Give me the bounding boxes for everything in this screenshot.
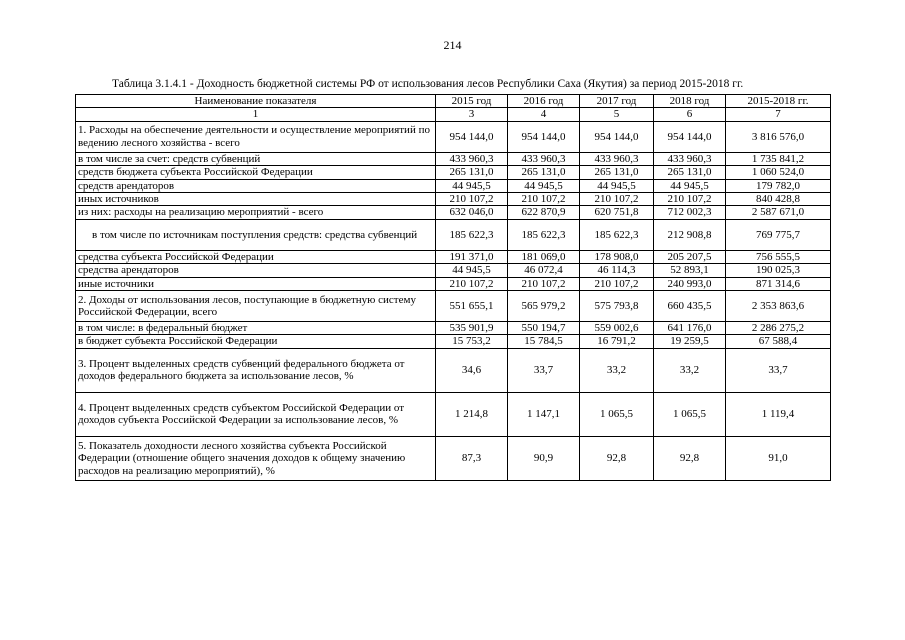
cell-total: 33,7: [726, 348, 831, 392]
cell-2018: 205 207,5: [654, 250, 726, 263]
cell-2018: 92,8: [654, 436, 726, 480]
cell-2017: 954 144,0: [580, 121, 654, 152]
cell-2018: 954 144,0: [654, 121, 726, 152]
row-label: средств бюджета субъекта Российской Федерации: [76, 166, 436, 179]
row-label: 5. Показатель доходности лесного хозяйства субъекта Российской Федерации (отношение общего значения доходов к общему значению расходов на реализацию мероприятий), %: [76, 436, 436, 480]
cell-2018: 712 002,3: [654, 206, 726, 219]
header-cell-total: 2015-2018 гг.: [726, 95, 831, 108]
cell-2017: 185 622,3: [580, 219, 654, 250]
row-label: иных источников: [76, 193, 436, 206]
row-label: иные источники: [76, 277, 436, 290]
column-number-row: [76, 108, 831, 121]
cell-2015: 433 960,3: [436, 152, 508, 165]
cell-2018: 240 993,0: [654, 277, 726, 290]
cell-2018: 265 131,0: [654, 166, 726, 179]
cell-2016: 1 147,1: [508, 392, 580, 436]
cell-total: 190 025,3: [726, 264, 831, 277]
cell-2017: 46 114,3: [580, 264, 654, 277]
row-label: 2. Доходы от использования лесов, поступающие в бюджетную систему Российской Федерации, всего: [76, 291, 436, 322]
cell-total: 756 555,5: [726, 250, 831, 263]
row-label: средства арендаторов: [76, 264, 436, 277]
cell-2015: 44 945,5: [436, 179, 508, 192]
revenue-table: [75, 94, 831, 481]
cell-total: 1 735 841,2: [726, 152, 831, 165]
cell-2015: 44 945,5: [436, 264, 508, 277]
table-row: [76, 193, 831, 206]
cell-2016: 15 784,5: [508, 335, 580, 348]
table-row: [76, 436, 831, 480]
cell-2017: 16 791,2: [580, 335, 654, 348]
table-row: [76, 277, 831, 290]
column-number-cell: 6: [654, 108, 726, 121]
row-label: в том числе: в федеральный бюджет: [76, 322, 436, 335]
table-row: [76, 291, 831, 322]
row-label: 3. Процент выделенных средств субвенций федерального бюджета от доходов федерального бюджета за использование лесов, %: [76, 348, 436, 392]
cell-2018: 212 908,8: [654, 219, 726, 250]
cell-2018: 210 107,2: [654, 193, 726, 206]
table-row: [76, 392, 831, 436]
cell-2016: 954 144,0: [508, 121, 580, 152]
cell-2017: 210 107,2: [580, 193, 654, 206]
cell-2018: 1 065,5: [654, 392, 726, 436]
cell-2018: 19 259,5: [654, 335, 726, 348]
cell-2015: 1 214,8: [436, 392, 508, 436]
column-number-cell: 7: [726, 108, 831, 121]
cell-2017: 92,8: [580, 436, 654, 480]
row-label: средств арендаторов: [76, 179, 436, 192]
cell-2016: 33,7: [508, 348, 580, 392]
column-number-cell: 3: [436, 108, 508, 121]
cell-2017: 178 908,0: [580, 250, 654, 263]
table-row: [76, 179, 831, 192]
table-row: [76, 322, 831, 335]
row-label: из них: расходы на реализацию мероприятий - всего: [76, 206, 436, 219]
cell-2017: 559 002,6: [580, 322, 654, 335]
cell-2015: 265 131,0: [436, 166, 508, 179]
table-row: [76, 152, 831, 165]
table-row: [76, 348, 831, 392]
cell-2018: 660 435,5: [654, 291, 726, 322]
cell-total: 1 060 524,0: [726, 166, 831, 179]
table-caption: Таблица 3.1.4.1 - Доходность бюджетной системы РФ от использования лесов Республики Саха (Якутия) за период 2015-2018 гг.: [112, 78, 744, 90]
column-number-cell: 1: [76, 108, 436, 121]
cell-2016: 44 945,5: [508, 179, 580, 192]
header-cell-2017: 2017 год: [580, 95, 654, 108]
table-row: [76, 250, 831, 263]
cell-total: 91,0: [726, 436, 831, 480]
row-label: средства субъекта Российской Федерации: [76, 250, 436, 263]
cell-2017: 1 065,5: [580, 392, 654, 436]
cell-total: 2 587 671,0: [726, 206, 831, 219]
cell-2017: 210 107,2: [580, 277, 654, 290]
cell-total: 2 353 863,6: [726, 291, 831, 322]
cell-2015: 34,6: [436, 348, 508, 392]
cell-2017: 265 131,0: [580, 166, 654, 179]
page-number: 214: [443, 38, 462, 52]
header-cell-2018: 2018 год: [654, 95, 726, 108]
cell-2015: 87,3: [436, 436, 508, 480]
cell-2015: 185 622,3: [436, 219, 508, 250]
table-row: [76, 206, 831, 219]
cell-2018: 641 176,0: [654, 322, 726, 335]
cell-2016: 550 194,7: [508, 322, 580, 335]
cell-2015: 535 901,9: [436, 322, 508, 335]
cell-2018: 433 960,3: [654, 152, 726, 165]
header-cell-name: Наименование показателя: [76, 95, 436, 108]
cell-2016: 185 622,3: [508, 219, 580, 250]
cell-total: 840 428,8: [726, 193, 831, 206]
cell-2016: 210 107,2: [508, 193, 580, 206]
cell-2016: 210 107,2: [508, 277, 580, 290]
cell-2018: 44 945,5: [654, 179, 726, 192]
column-number-cell: 5: [580, 108, 654, 121]
cell-2016: 181 069,0: [508, 250, 580, 263]
cell-2017: 433 960,3: [580, 152, 654, 165]
header-row: [76, 95, 831, 108]
cell-2017: 575 793,8: [580, 291, 654, 322]
row-label: 1. Расходы на обеспечение деятельности и осуществление мероприятий по ведению лесного хозяйства - всего: [76, 121, 436, 152]
cell-total: 67 588,4: [726, 335, 831, 348]
cell-2015: 551 655,1: [436, 291, 508, 322]
cell-2018: 52 893,1: [654, 264, 726, 277]
cell-total: 3 816 576,0: [726, 121, 831, 152]
cell-2018: 33,2: [654, 348, 726, 392]
row-label: в бюджет субъекта Российской Федерации: [76, 335, 436, 348]
cell-total: 2 286 275,2: [726, 322, 831, 335]
header-cell-2015: 2015 год: [436, 95, 508, 108]
cell-total: 871 314,6: [726, 277, 831, 290]
cell-2015: 15 753,2: [436, 335, 508, 348]
cell-2017: 44 945,5: [580, 179, 654, 192]
cell-total: 769 775,7: [726, 219, 831, 250]
column-number-cell: 4: [508, 108, 580, 121]
cell-2016: 90,9: [508, 436, 580, 480]
cell-total: 1 119,4: [726, 392, 831, 436]
cell-2017: 620 751,8: [580, 206, 654, 219]
cell-2015: 210 107,2: [436, 277, 508, 290]
table-row: [76, 335, 831, 348]
cell-2016: 433 960,3: [508, 152, 580, 165]
cell-2015: 210 107,2: [436, 193, 508, 206]
row-label: 4. Процент выделенных средств субъектом Российской Федерации от доходов субъекта Российской Федерации за использование лесов, %: [76, 392, 436, 436]
row-label-text: в том числе по источникам поступления средств: средства субвенций: [92, 228, 418, 241]
cell-total: 179 782,0: [726, 179, 831, 192]
cell-2016: 46 072,4: [508, 264, 580, 277]
table-row: [76, 219, 831, 250]
table-row: [76, 166, 831, 179]
cell-2016: 565 979,2: [508, 291, 580, 322]
cell-2015: 632 046,0: [436, 206, 508, 219]
cell-2015: 954 144,0: [436, 121, 508, 152]
cell-2017: 33,2: [580, 348, 654, 392]
header-cell-2016: 2016 год: [508, 95, 580, 108]
table-row: [76, 264, 831, 277]
cell-2015: 191 371,0: [436, 250, 508, 263]
row-label: [76, 219, 436, 250]
cell-2016: 265 131,0: [508, 166, 580, 179]
table-row: [76, 121, 831, 152]
cell-2016: 622 870,9: [508, 206, 580, 219]
row-label: в том числе за счет: средств субвенций: [76, 152, 436, 165]
